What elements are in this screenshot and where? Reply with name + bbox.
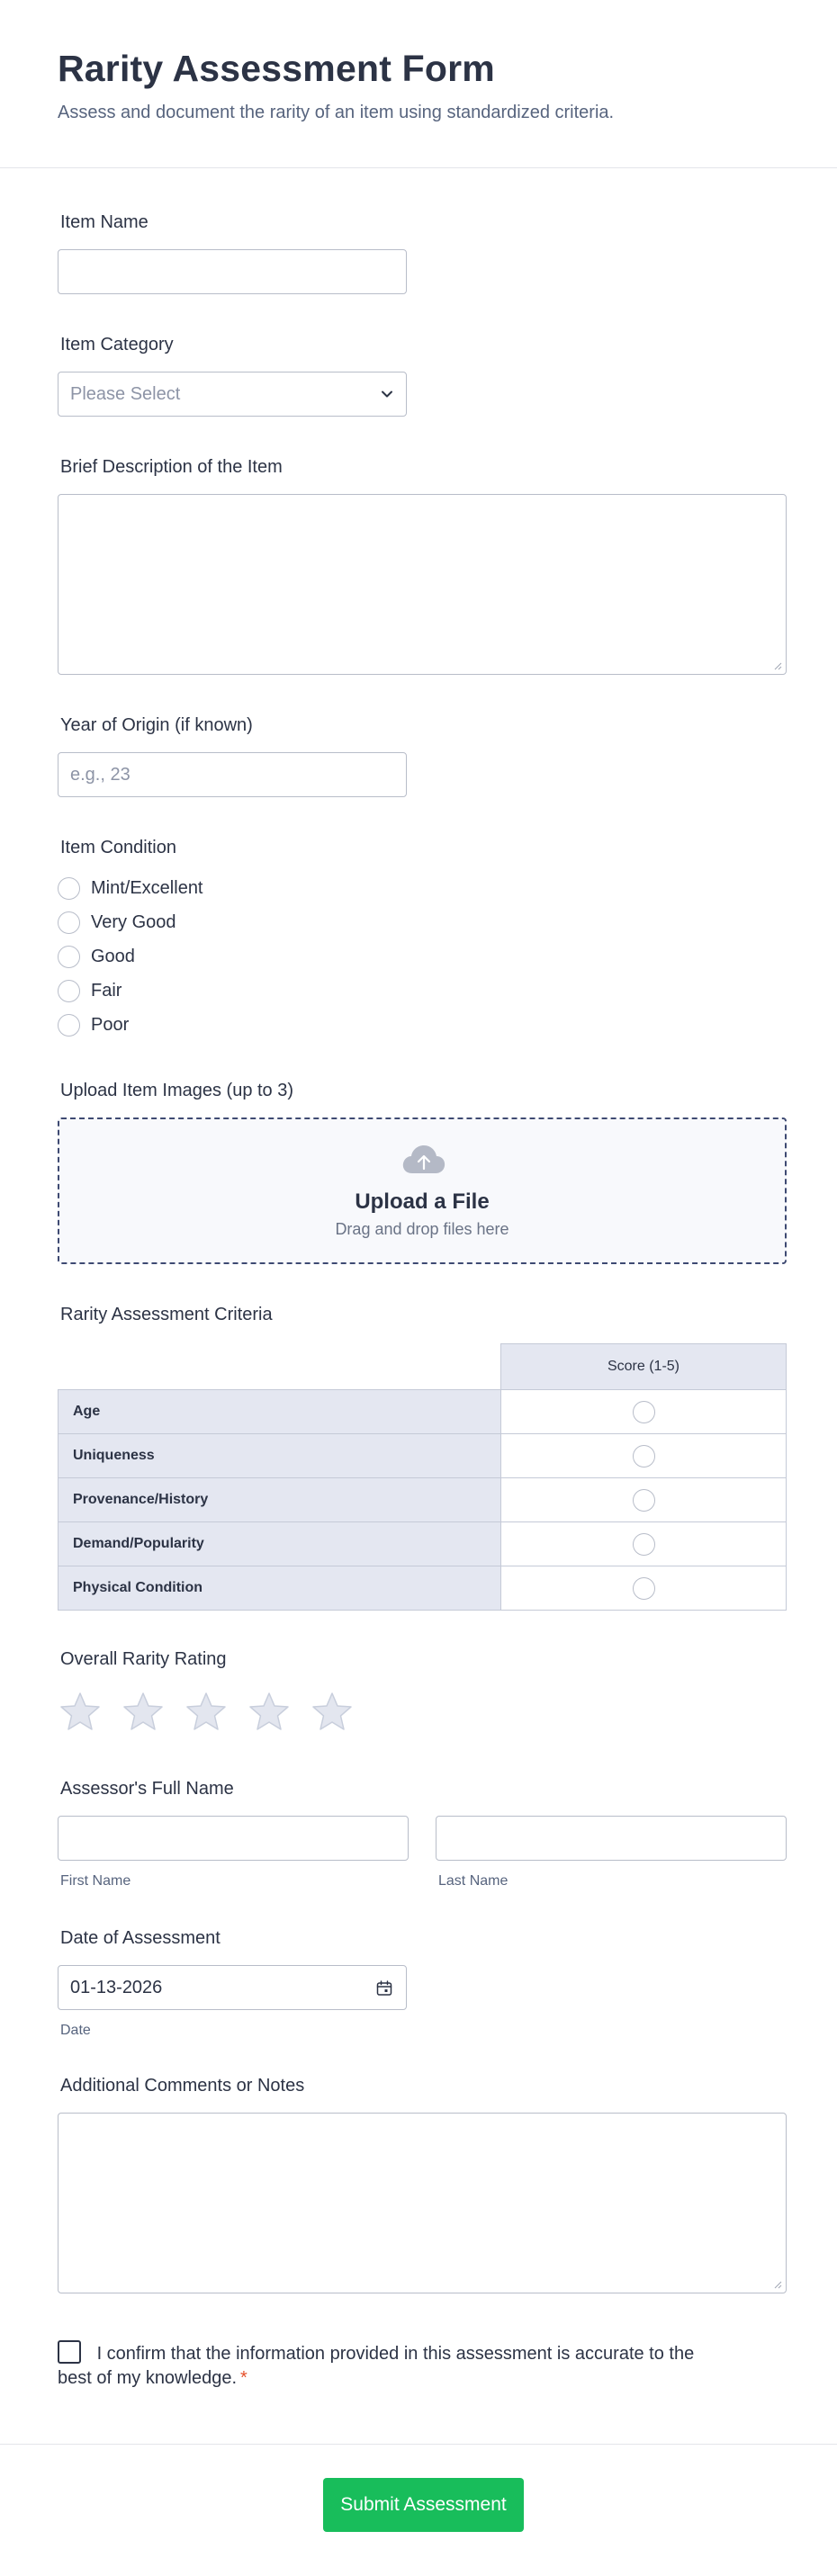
confirm-checkbox[interactable]	[58, 2340, 81, 2364]
form-footer	[0, 2444, 837, 2576]
matrix-row	[58, 1522, 787, 1566]
matrix-corner	[58, 1344, 501, 1390]
condition-option-label: Fair	[91, 980, 122, 1001]
first-name-group	[58, 1816, 409, 1889]
first-name-input[interactable]	[58, 1816, 409, 1861]
radio-button[interactable]	[58, 911, 80, 934]
form-header	[0, 0, 837, 168]
criteria-label: Rarity Assessment Criteria	[60, 1305, 273, 1324]
condition-option-label: Poor	[91, 1014, 130, 1035]
matrix-row-label: Age	[58, 1390, 501, 1434]
description-textarea[interactable]	[58, 494, 787, 675]
confirmation-text: I confirm that the information provided in this assessment is accurate to the best of my knowledge.	[58, 2344, 695, 2388]
rating-label: Overall Rarity Rating	[60, 1649, 227, 1669]
confirmation-text-block	[58, 2338, 724, 2391]
condition-option-label: Good	[91, 946, 135, 966]
matrix-row-label: Physical Condition	[58, 1566, 501, 1611]
criteria-matrix	[58, 1343, 787, 1611]
radio-button[interactable]	[633, 1401, 655, 1423]
star-icon[interactable]	[121, 1690, 166, 1735]
condition-option-label: Very Good	[91, 911, 176, 932]
calendar-icon[interactable]	[375, 1979, 393, 1997]
year-of-origin-input[interactable]: e.g., 23	[58, 752, 407, 797]
matrix-cell	[501, 1478, 787, 1522]
star-icon[interactable]	[247, 1690, 292, 1735]
comments-label: Additional Comments or Notes	[60, 2076, 305, 2096]
star-rating	[58, 1690, 779, 1735]
condition-option[interactable]	[58, 939, 779, 974]
form-body	[0, 211, 837, 2391]
resize-grip-icon[interactable]	[773, 661, 782, 670]
last-name-input[interactable]	[436, 1816, 787, 1861]
rating-field	[58, 1648, 779, 1735]
condition-radio-group	[58, 871, 779, 1042]
year-of-origin-field	[58, 714, 779, 797]
upload-title: Upload a File	[355, 1189, 490, 1214]
radio-button[interactable]	[58, 1014, 80, 1037]
date-field	[58, 1927, 779, 2039]
matrix-row-label: Provenance/History	[58, 1478, 501, 1522]
item-category-field	[58, 334, 779, 417]
upload-subtitle: Drag and drop files here	[335, 1220, 509, 1238]
last-name-group	[436, 1816, 787, 1889]
item-name-field	[58, 211, 779, 294]
file-upload-dropzone[interactable]	[58, 1117, 787, 1264]
form-subtitle: Assess and document the rarity of an item using standardized criteria.	[58, 103, 615, 122]
radio-button[interactable]	[633, 1489, 655, 1512]
last-name-sublabel: Last Name	[438, 1873, 508, 1889]
assessor-name-label: Assessor's Full Name	[60, 1779, 234, 1799]
matrix-row	[58, 1566, 787, 1611]
matrix-row	[58, 1478, 787, 1522]
assessor-name-field	[58, 1778, 779, 1889]
resize-grip-icon[interactable]	[773, 2280, 782, 2289]
matrix-column-header: Score (1-5)	[501, 1344, 787, 1390]
radio-button[interactable]	[633, 1577, 655, 1600]
upload-label: Upload Item Images (up to 3)	[60, 1081, 294, 1100]
star-icon[interactable]	[58, 1690, 103, 1735]
item-category-placeholder: Please Select	[70, 384, 181, 404]
required-asterisk: *	[240, 2368, 248, 2388]
radio-button[interactable]	[58, 980, 80, 1002]
star-icon[interactable]	[184, 1690, 229, 1735]
item-condition-label: Item Condition	[60, 838, 176, 857]
radio-button[interactable]	[633, 1445, 655, 1468]
year-of-origin-label: Year of Origin (if known)	[60, 715, 253, 735]
condition-option[interactable]	[58, 1008, 779, 1042]
description-label: Brief Description of the Item	[60, 457, 283, 477]
radio-button[interactable]	[58, 877, 80, 900]
comments-field	[58, 2075, 779, 2293]
item-name-label: Item Name	[60, 212, 148, 232]
date-value: 01-13-2026	[70, 1978, 163, 1997]
date-sublabel: Date	[60, 2023, 91, 2038]
submit-button[interactable]: Submit Assessment	[323, 2478, 524, 2532]
matrix-row-label: Demand/Popularity	[58, 1522, 501, 1566]
condition-option-label: Mint/Excellent	[91, 877, 203, 898]
item-condition-field	[58, 837, 779, 1042]
matrix-cell	[501, 1390, 787, 1434]
upload-field	[58, 1080, 779, 1264]
date-label: Date of Assessment	[60, 1928, 220, 1948]
matrix-row	[58, 1434, 787, 1478]
condition-option[interactable]	[58, 905, 779, 939]
condition-option[interactable]	[58, 871, 779, 905]
item-category-select[interactable]	[58, 372, 407, 417]
date-input[interactable]	[58, 1965, 407, 2010]
matrix-row-label: Uniqueness	[58, 1434, 501, 1478]
matrix-cell	[501, 1434, 787, 1478]
item-category-label: Item Category	[60, 335, 174, 355]
form-title: Rarity Assessment Form	[58, 48, 495, 89]
cloud-upload-icon	[401, 1143, 446, 1177]
criteria-field	[58, 1304, 779, 1611]
item-name-input[interactable]	[58, 249, 407, 294]
matrix-cell	[501, 1522, 787, 1566]
comments-textarea[interactable]	[58, 2113, 787, 2293]
confirmation-field	[58, 2338, 724, 2391]
radio-button[interactable]	[58, 946, 80, 968]
star-icon[interactable]	[310, 1690, 355, 1735]
chevron-down-icon	[379, 386, 395, 402]
matrix-row	[58, 1390, 787, 1434]
matrix-cell	[501, 1566, 787, 1611]
first-name-sublabel: First Name	[60, 1873, 131, 1889]
name-inputs	[58, 1816, 779, 1889]
description-field	[58, 456, 779, 675]
condition-option[interactable]	[58, 974, 779, 1008]
radio-button[interactable]	[633, 1533, 655, 1556]
